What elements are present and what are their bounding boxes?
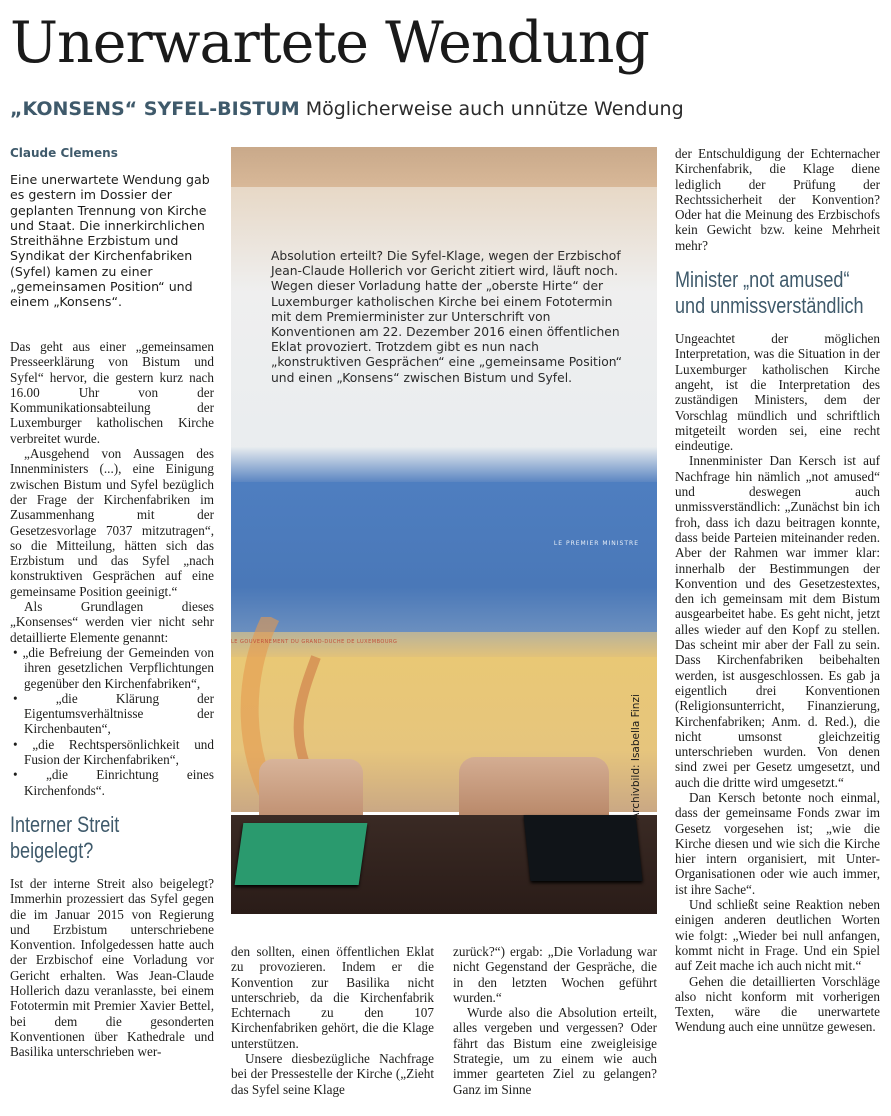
column-4 bbox=[675, 146, 880, 1035]
green-folder bbox=[235, 823, 368, 885]
paragraph: der Entschuldigung der Echternacher Kirchenfabrik, die Klage diene lediglich der Prüfung der Rechtssicherheit der Konvention? Oder hat die Meinung des Erzbischofs kein Gewicht bzw. keine Mehrheit mehr? bbox=[675, 146, 880, 253]
subhead-kicker: „KONSENS“ SYFEL-BISTUM bbox=[10, 98, 300, 120]
column-2 bbox=[231, 944, 434, 1097]
headline: Unerwartete Wendung bbox=[10, 10, 649, 76]
paragraph: Dan Kersch betonte noch einmal, dass der gemeinsame Fonds zwar im Gesetz vorgesehen ist; „wie die Kirche diesen und wie sich die Kirche hier intern organisiert, mit Unter-Organisationen oder wie auch immer, ist ihre Sache“. bbox=[675, 789, 880, 897]
list-item: • „die Einrichtung eines Kirchenfonds“. bbox=[13, 767, 214, 798]
subheading-line: und unmissverständlich bbox=[675, 293, 864, 319]
subheading-interner-streit bbox=[10, 812, 177, 864]
banner-row: LE GOUVERNEMENT DU GRAND-DUCHÉ DE LUXEMBOURG bbox=[231, 639, 398, 645]
list-item: • „die Befreiung der Gemeinden von ihren gesetzlichen Verpflichtungen gegenüber den Kirchenfabriken“, bbox=[13, 644, 214, 691]
photo-caption: Absolution erteilt? Die Syfel-Klage, wegen der Erzbischof Jean-Claude Hollerich vor Gericht zitiert wird, läuft noch. Wegen dieser Vorladung hatte der „oberste Hirte“ der Luxemburger katholischen Kirche bei einem Fototermin mit dem Premierminister zur Unterschrift von Konventionen am 22. Dezember 2016 einen öffentlichen Eklat provoziert. Trotzdem gibt es nun nach „konstruktiven Gesprächen“ eine „gemeinsame Position“ und einen „Konsens“ zwischen Bistum und Syfel. bbox=[271, 249, 623, 385]
paragraph: Ist der interne Streit also beigelegt? Immerhin prozessiert das Syfel gegen die im Januar 2015 von Regierung und Erzbistum unterschriebene Konvention. Infolgedessen hatte auch der Erzbischof eine Vorladung vor Gericht erhalten. Was Jean-Claude Hollerich dazu veranlasste, bei einem Fototermin mit Premier Xavier Bettel, bei dem die gesonderten Konventionen über Kathedrale und Basilika unterschrieben wer- bbox=[10, 875, 214, 1060]
byline: Claude Clemens bbox=[10, 146, 118, 160]
paragraph: zurück?“) ergab: „Die Vorladung war nicht Gegenstand der Gespräche, die in den letzten Wochen geführt wurden.“ bbox=[453, 944, 657, 1005]
column-3 bbox=[453, 944, 657, 1097]
paragraph: „Ausgehend von Aussagen des Innenministers (...), eine Einigung zwischen Bistum und Syfel bezüglich der Frage der Kirchenfabriken im Zusammenhang mit der Gesetzesvorlage 7037 mitzutragen“, so die Mitteilung, hätten sich das Erzbistum und das Syfel „nach konstruktiven Gesprächen auf eine gemeinsame Position geeinigt.“ bbox=[10, 446, 214, 599]
paragraph: Gehen die detaillierten Vorschläge also nicht konform mit vorherigen Texten, wäre die unerwartete Wendung auch eine unnütze gewesen. bbox=[675, 973, 880, 1035]
paragraph: Innenminister Dan Kersch ist auf Nachfrage hin nämlich „not amused“ und deswegen auch unmissverständlich: „Zunächst bin ich froh, dass ich dazu beitragen konnte, dass beide Parteien miteinander reden. Aber der Rahmen war immer klar: innerhalb der Bestimmungen der Konvention und des Gesetzestextes, den ich gemeinsam mit dem Bistum ausgearbeitet habe. Es geht nicht, jetzt alles wieder auf den Kopf zu stellen. Das scheint mir aber der Fall zu sein. Dass Kirchenfabriken beibehalten werden, ist ausgeschlossen. Es gab ja eigentlich drei Konventionen (Religionsunterricht, Finanzierung, Kirchenfabriken; Anm. d. Red.), die nicht umsonst gleichzeitig unterschrieben wurden. Von denen sind zwei per Gesetz umgesetzt, und auch die dritte wird umgesetzt.“ bbox=[675, 453, 880, 790]
paragraph: Das geht aus einer „gemeinsamen Presseerklärung von Bistum und Syfel“ hervor, die gestern kurz nach 16.00 Uhr von der Kommunikationsabteilung der Luxemburger katholischen Kirche verbreitet wurde. bbox=[10, 339, 214, 446]
paragraph: den sollten, einen öffentlichen Eklat zu provozieren. Indem er die Konvention zur Basilika nicht unterschrieb, da die Kirchenfabrik Echternach zu den 107 Kirchenfabriken gehört, die die Klage unterstützen. bbox=[231, 944, 434, 1051]
subhead bbox=[10, 95, 684, 123]
paragraph: Unsere diesbezügliche Nachfrage bei der Pressestelle der Kirche („Zieht das Syfel seine Klage bbox=[231, 1051, 434, 1097]
subhead-rest: Möglicherweise auch unnütze Wendung bbox=[299, 98, 684, 120]
list-item: • „die Rechtspersönlichkeit und Fusion der Kirchenfabriken“, bbox=[13, 736, 214, 768]
column-1 bbox=[10, 339, 214, 1059]
list-item: • „die Klärung der Eigentumsverhältnisse der Kirchenbauten“, bbox=[13, 690, 214, 737]
paragraph: Als Grundlagen dieses „Konsenses“ werden vier nicht sehr detaillierte Elemente genannt: bbox=[10, 599, 214, 645]
lead-paragraph: Eine unerwartete Wendung gab es gestern im Dossier der geplanten Trennung von Kirche und Staat. Die innerkirchlichen Streithähne Erzbistum und Syndikat der Kirchenfabriken (Syfel) kamen zu einer „gemeinsamen Position“ und einem „Konsens“. bbox=[10, 172, 210, 310]
black-folder bbox=[524, 815, 643, 881]
paragraph: Wurde also die Absolution erteilt, alles vergeben und vergessen? Oder fährt das Bistum eine zweigleisige Strategie, um zu einem wie auch immer gearteten Ziel zu gelangen? Ganz im Sinne bbox=[453, 1005, 657, 1097]
subheading-minister bbox=[675, 267, 864, 319]
subheading-line: Minister „not amused“ bbox=[675, 267, 850, 293]
banner-text: LE PREMIER MINISTRE bbox=[553, 540, 639, 547]
subheading-line: Interner Streit bbox=[10, 811, 120, 837]
paragraph: Und schließt seine Reaktion neben einigen anderen deutlichen Worten wie folgt: „Wieder bei null anfangen, kommt nicht in Frage. Und ein Spiel auf Zeit mache ich auch nicht mit.“ bbox=[675, 897, 880, 974]
paragraph: Ungeachtet der möglichen Interpretation, was die Situation in der Luxemburger katholischen Kirche angeht, ist die Interpretation des zuständigen Ministers, dem der Vorschlag mündlich und schriftlich mitgeteilt worden sei, eine recht eindeutige. bbox=[675, 331, 880, 454]
subheading-line: beigelegt? bbox=[10, 837, 94, 863]
photo-credit: Archivbild: Isabella Finzi bbox=[630, 694, 642, 820]
